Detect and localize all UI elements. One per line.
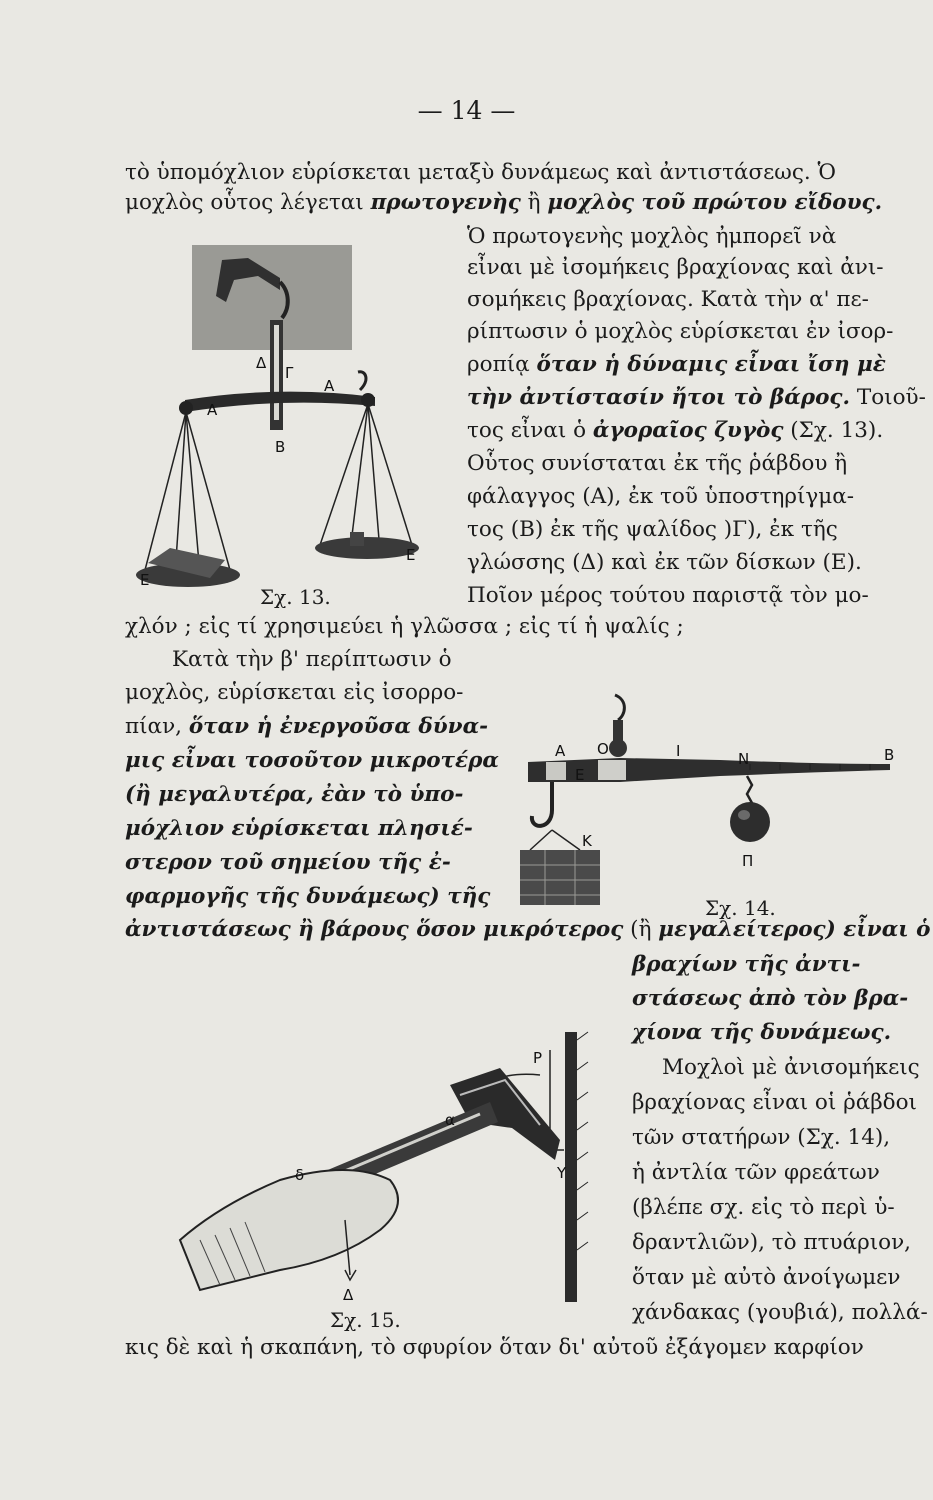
text-line: χίονα τῆς δυνάμεως. — [632, 1020, 892, 1045]
text-line: ἡ ἀντλία τῶν φρεάτων — [632, 1160, 880, 1185]
text-line: στάσεως ἀπὸ τὸν βρα- — [632, 986, 909, 1011]
text-line: γλώσσης (Δ) καὶ ἐκ τῶν δίσκων (Ε). — [467, 550, 862, 575]
text-line: βραχίων τῆς ἀντι- — [632, 952, 861, 977]
page-number: — 14 — — [417, 96, 516, 125]
text-line: τῶν στατήρων (Σχ. 14), — [632, 1125, 891, 1150]
text-line: φάλαγγος (Α), ἐκ τοῦ ὑποστηρίγμα- — [467, 484, 855, 509]
text-line: Ὁ πρωτογενὴς μοχλὸς ἠμπορεῖ νὰ — [467, 224, 837, 249]
text-line: ὅταν μὲ αὐτὸ ἀνοίγωμεν — [632, 1265, 901, 1290]
fig13-label-alpha-right: Α — [324, 377, 335, 395]
fig15-label-alpha: α — [445, 1111, 455, 1129]
text-line: Οὗτος συνίσταται ἐκ τῆς ῥάβδου ἢ — [467, 451, 848, 476]
fig14-label-E: Ε — [575, 766, 585, 784]
figure-caption-13: Σχ. 13. — [260, 585, 331, 609]
fig14-label-K: Κ — [582, 832, 592, 850]
text-line: τος (Β) ἐκ τῆς ψαλίδος )Γ), ἐκ τῆς — [467, 517, 838, 542]
text-line: δραντλιῶν), τὸ πτυάριον, — [632, 1230, 911, 1255]
text-line: χάνδακας (γουβιά), πολλά- — [632, 1300, 928, 1325]
text-line: στερον τοῦ σημείου τῆς ἐ- — [125, 850, 451, 875]
figure-13-balance-scale — [130, 230, 460, 600]
right-pan — [315, 537, 419, 559]
text-line: τὸ ὑπομόχλιον εὑρίσκεται μεταξὺ δυνάμεως καὶ ἀντιστάσεως. Ὁ — [125, 160, 837, 185]
fig14-label-P: Π — [742, 852, 754, 870]
fig14-label-A: Α — [555, 742, 566, 760]
text-line: Μοχλοὶ μὲ ἀνισομήκεις — [662, 1055, 920, 1080]
text-line: χλόν ; εἰς τί χρησιμεύει ἡ γλῶσσα ; εἰς τί ἡ ψαλίς ; — [125, 614, 684, 639]
text-line: σομήκεις βραχίονας. Κατὰ τὴν α' πε- — [467, 287, 869, 312]
fig13-label-beta: Β — [275, 438, 286, 456]
wall — [565, 1032, 577, 1302]
fig15-label-Y: Υ — [557, 1164, 567, 1182]
text-line: μοχλὸς, εὑρίσκεται εἰς ἰσορρο- — [125, 680, 464, 705]
fig13-label-epsilon-right: Ε — [406, 546, 416, 564]
figure-14-steelyard — [500, 690, 900, 915]
text-line: ρίπτωσιν ὁ μοχλὸς εὑρίσκεται ἐν ἰσορ- — [467, 319, 894, 344]
fig13-label-delta: Δ — [256, 354, 267, 372]
text-line: (βλέπε σχ. εἰς τὸ περὶ ὑ- — [632, 1195, 895, 1220]
counterweight — [730, 802, 770, 842]
text-line: πίαν, ὅταν ἡ ἐνεργοῦσα δύνα- — [125, 714, 489, 739]
text-line: μις εἶναι τοσοῦτον μικροτέρα — [125, 748, 499, 773]
text-line: φαρμογῆς τῆς δυνάμεως) τῆς — [125, 884, 491, 909]
load-crate — [520, 850, 600, 905]
text-line: βραχίονας εἶναι οἱ ῥάβδοι — [632, 1090, 917, 1115]
text-line: εἶναι μὲ ἰσομήκεις βραχίονας καὶ ἀνι- — [467, 255, 884, 280]
text-line: κις δὲ καὶ ἡ σκαπάνη, τὸ σφυρίον ὅταν δι' αὐτοῦ ἐξάγομεν καρφίον — [125, 1335, 864, 1360]
fig15-label-P: Ρ — [533, 1049, 543, 1067]
text-line: τὴν ἀντίστασίν ἤτοι τὸ βάρος. Τοιοῦ- — [467, 385, 926, 410]
fig14-label-I: Ι — [676, 742, 681, 760]
text-line: Κατὰ τὴν β' περίπτωσιν ὁ — [172, 647, 452, 672]
fig13-label-epsilon-left: Ε — [140, 571, 150, 589]
figure-caption-15: Σχ. 15. — [330, 1308, 401, 1332]
text-line: ἀντιστάσεως ἢ βάρους ὅσον μικρότερος (ἢ μεγαλείτερος) εἶναι ὁ — [125, 917, 931, 942]
fig13-label-alpha-left: Α — [207, 401, 218, 419]
fig15-label-delta: δ — [295, 1166, 305, 1184]
text-line: μόχλιον εὑρίσκεται πλησιέ- — [125, 816, 473, 841]
figure-15-hammer — [160, 1030, 620, 1320]
fig14-label-O: Ο — [597, 740, 609, 758]
text-line: μοχλὸς οὗτος λέγεται πρωτογενὴς ἢ μοχλὸς τοῦ πρώτου εἴδους. — [125, 190, 883, 215]
fig13-label-gamma: Γ — [285, 364, 294, 382]
fig14-label-N: Ν — [738, 750, 750, 768]
text-line: ροπίᾳ ὅταν ἡ δύναμις εἶναι ἴση μὲ — [467, 352, 886, 377]
hand — [180, 1170, 398, 1290]
figure-caption-14: Σχ. 14. — [705, 896, 776, 920]
text-line: Ποῖον μέρος τούτου παριστᾷ τὸν μο- — [467, 583, 869, 608]
text-line: (ἢ μεγαλυτέρα, ἐὰν τὸ ὑπο- — [125, 782, 464, 807]
fig15-label-Delta: Δ — [343, 1286, 354, 1304]
text-line: τος εἶναι ὁ ἀγοραῖος ζυγὸς (Σχ. 13). — [467, 418, 884, 443]
hook — [532, 782, 552, 826]
fig14-label-B: Β — [884, 746, 895, 764]
